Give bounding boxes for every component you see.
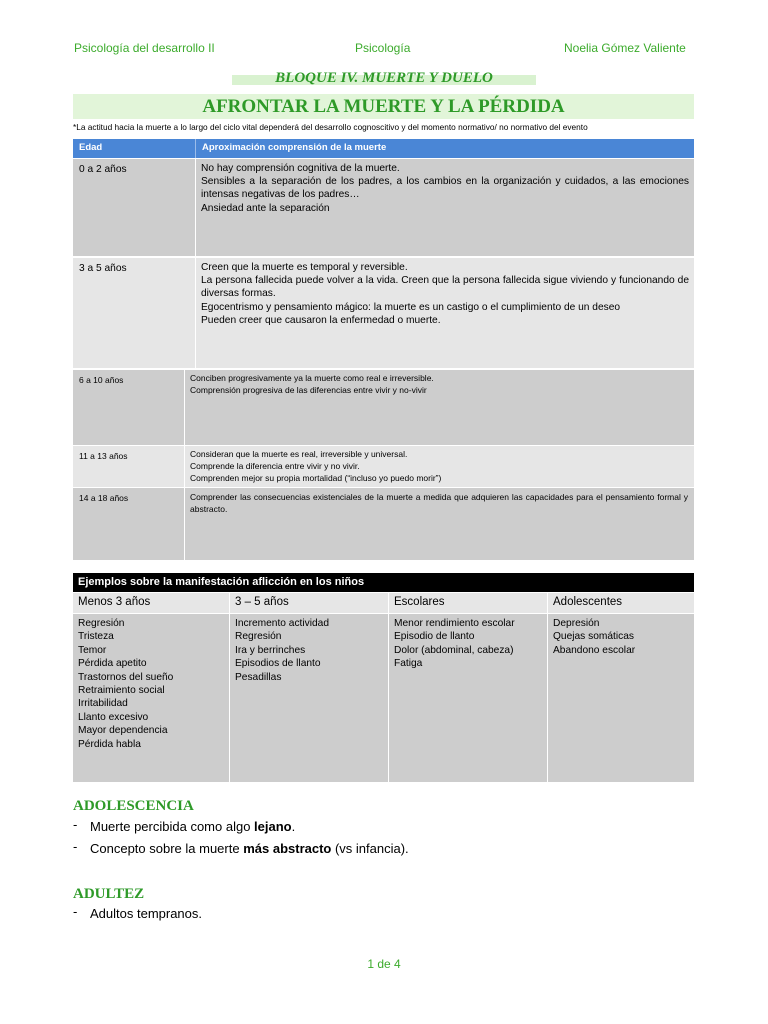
column-adolescents — [548, 614, 694, 782]
section-title-adolescencia: ADOLESCENCIA — [73, 798, 194, 814]
description-cell — [190, 491, 688, 515]
bullet-marker: - — [73, 904, 78, 919]
list-item: Episodio de llanto — [394, 631, 475, 643]
description-line: Comprensión progresiva de las diferencias entre vivir y no-vivir — [190, 384, 427, 395]
description-line: Egocentrismo y pensamiento mágico: la muerte es un castigo o el cumplimiento de un deseo — [201, 301, 621, 313]
list-item: Depresión — [553, 618, 600, 629]
list-item: Quejas somáticas — [553, 631, 634, 643]
table-row — [73, 258, 694, 368]
age-cell: 14 a 18 años — [79, 493, 129, 503]
list-item: Fatiga — [394, 658, 423, 670]
list-item: Regresión — [78, 618, 125, 629]
list-item: Irritabilidad — [78, 698, 128, 710]
description-line: Comprender las consecuencias existenciales de la muerte a medida que adquieren las capacidades para el pensamiento formal y abstracto. — [190, 492, 688, 515]
list-item: Dolor (abdominal, cabeza) — [394, 644, 514, 656]
header-3-5: 3 – 5 años — [235, 596, 289, 608]
age-table-header — [73, 139, 694, 158]
bloque-title: BLOQUE IV. MUERTE Y DUELO — [275, 70, 493, 86]
description-line: Conciben progresivamente ya la muerte como real e irreversible. — [190, 373, 434, 383]
column-school — [389, 614, 547, 782]
column-divider — [184, 488, 185, 560]
column-under-3 — [73, 614, 229, 782]
list-item: Abandono escolar — [553, 644, 636, 656]
description-line: Pueden creer que causaron la enfermedad o muerte. — [201, 314, 441, 326]
age-column-header: Edad — [79, 142, 103, 153]
bullet-text: Concepto sobre la muerte más abstracto (vs infancia). — [90, 841, 409, 856]
table-row — [73, 446, 694, 487]
table-row — [73, 488, 694, 560]
grief-table-header — [73, 593, 694, 613]
description-cell — [190, 373, 688, 396]
bullet-marker: - — [73, 839, 78, 854]
column-3-5 — [230, 614, 388, 782]
list-item: Menor rendimiento escolar — [394, 618, 515, 629]
header-cell — [230, 593, 388, 613]
page-number: 1 de 4 — [367, 957, 401, 971]
list-item: Pérdida habla — [78, 738, 141, 750]
intro-note: *La actitud hacia la muerte a lo largo del ciclo vital dependerá del desarrollo cognoscitivo y del momento normativo/ no normativo del evento — [73, 122, 588, 132]
page-title: AFRONTAR LA MUERTE Y LA PÉRDIDA — [73, 94, 694, 119]
description-line: Creen que la muerte es temporal y reversible. — [201, 262, 408, 273]
bullet-marker: - — [73, 817, 78, 832]
description-cell — [201, 162, 689, 215]
column-divider — [195, 258, 196, 368]
description-cell — [190, 448, 688, 485]
list-item: Incremento actividad — [235, 618, 330, 629]
description-line: Ansiedad ante la separación — [201, 202, 330, 214]
age-cell: 11 a 13 años — [79, 451, 128, 461]
list-item: Retraimiento social — [78, 685, 165, 697]
bullet-text: Adultos tempranos. — [90, 906, 203, 921]
column-divider — [184, 446, 185, 487]
description-line: Sensibles a la separación de los padres, a los cambios en la organización y cuidados, a las emociones intensas negativas de los padres… — [201, 176, 689, 201]
header-author: Noelia Gómez Valiente — [564, 41, 686, 55]
header-under-3: Menos 3 años — [78, 596, 151, 608]
understanding-column-header: Aproximación comprensión de la muerte — [202, 142, 387, 153]
table-row — [73, 370, 694, 445]
description-line: Consideran que la muerte es real, irreversible y universal. — [190, 449, 408, 459]
header-course: Psicología del desarrollo II — [74, 41, 215, 55]
description-line: Comprenden mejor su propia mortalidad (“incluso yo puedo morir”) — [190, 473, 442, 484]
header-school: Escolares — [394, 596, 445, 608]
age-cell: 6 a 10 años — [79, 375, 124, 385]
header-cell — [548, 593, 694, 613]
header-cell — [73, 593, 229, 613]
description-line: No hay comprensión cognitiva de la muerte. — [201, 163, 400, 174]
list-item: Ira y berrinches — [235, 644, 306, 656]
description-cell — [201, 261, 689, 327]
list-item: Temor — [78, 644, 107, 656]
description-line: Comprende la diferencia entre vivir y no vivir. — [190, 461, 360, 472]
grief-table-title: Ejemplos sobre la manifestación aflicción en los niños — [73, 573, 694, 592]
list-item: Llanto excesivo — [78, 711, 149, 723]
list-item: Trastornos del sueño — [78, 671, 174, 683]
grief-table-body — [73, 614, 694, 782]
list-item: Pesadillas — [235, 671, 282, 683]
age-cell: 3 a 5 años — [79, 263, 127, 274]
list-item: Tristeza — [78, 631, 114, 643]
list-item: Regresión — [235, 631, 282, 643]
section-title-adultez: ADULTEZ — [73, 886, 145, 902]
age-cell: 0 a 2 años — [79, 164, 127, 175]
list-item: Pérdida apetito — [78, 658, 147, 670]
table-row — [73, 159, 694, 256]
bullet-text: Muerte percibida como algo lejano. — [90, 819, 296, 834]
column-divider — [195, 159, 196, 256]
header-subject: Psicología — [355, 41, 411, 55]
list-item: Episodios de llanto — [235, 658, 321, 670]
column-divider — [195, 139, 196, 158]
column-divider — [184, 370, 185, 445]
header-adolescents: Adolescentes — [553, 596, 623, 608]
header-cell — [389, 593, 547, 613]
list-item: Mayor dependencia — [78, 725, 168, 737]
description-line: La persona fallecida puede volver a la vida. Creen que la persona fallecida sigue viviendo y funcionando de diversas formas. — [201, 275, 689, 300]
